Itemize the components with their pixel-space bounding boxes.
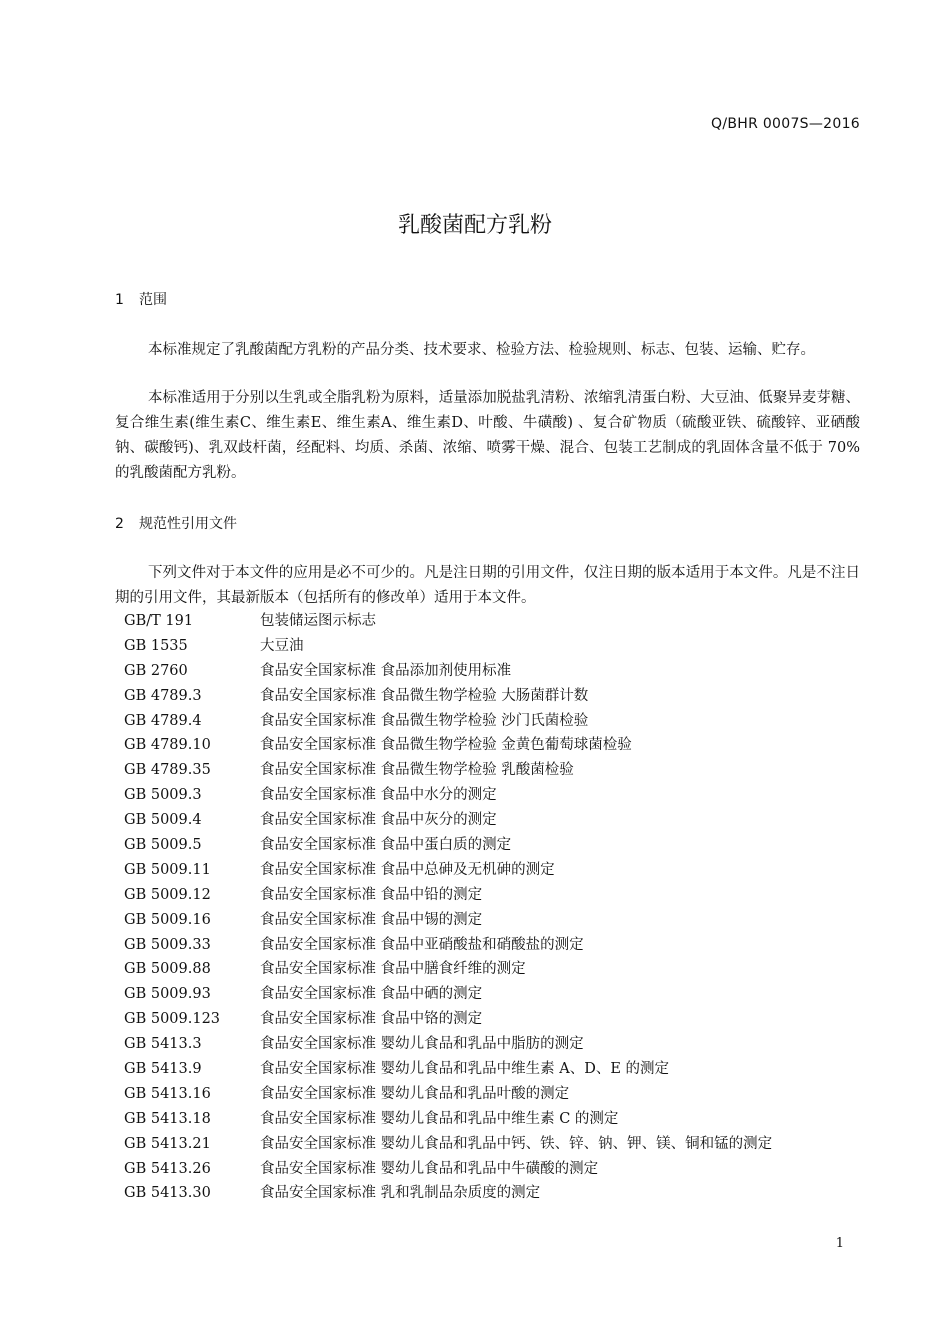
reference-code: GB 5413.9 xyxy=(124,1061,202,1078)
reference-code: GB 4789.10 xyxy=(124,737,211,754)
reference-row xyxy=(124,908,772,933)
reference-row xyxy=(124,733,772,758)
reference-title: 食品安全国家标准 乳和乳制品杂质度的测定 xyxy=(260,1185,541,1202)
reference-title: 食品安全国家标准 婴幼儿食品和乳品中脂肪的测定 xyxy=(260,1036,584,1053)
reference-code: GB 5009.11 xyxy=(124,861,211,878)
reference-code: GB 5009.33 xyxy=(124,936,211,953)
reference-row xyxy=(124,758,772,783)
reference-row xyxy=(124,709,772,734)
reference-code: GB 5413.18 xyxy=(124,1110,211,1127)
reference-code: GB 5413.26 xyxy=(124,1160,211,1177)
reference-row xyxy=(124,1157,772,1182)
reference-code: GB 4789.35 xyxy=(124,762,211,779)
section-number: 2 xyxy=(115,516,124,532)
reference-row xyxy=(124,982,772,1007)
reference-title: 食品安全国家标准 食品中膳食纤维的测定 xyxy=(260,961,526,978)
reference-code: GB 5413.21 xyxy=(124,1135,211,1152)
reference-code: GB 5009.93 xyxy=(124,986,211,1003)
section-heading-normative-references xyxy=(115,513,237,533)
reference-code: GB 5009.3 xyxy=(124,787,202,804)
references-intro-paragraph: 下列文件对于本文件的应用是必不可少的。凡是注日期的引用文件，仅注日期的版本适用于本文件。凡是不注日期的引用文件，其最新版本（包括所有的修改单）适用于本文件。 xyxy=(115,565,860,606)
reference-row xyxy=(124,1132,772,1157)
reference-title: 食品安全国家标准 食品中水分的测定 xyxy=(260,787,497,804)
reference-row xyxy=(124,833,772,858)
reference-row xyxy=(124,933,772,958)
reference-title: 食品安全国家标准 食品微生物学检验 大肠菌群计数 xyxy=(260,687,589,704)
reference-row xyxy=(124,1107,772,1132)
reference-title: 食品安全国家标准 婴幼儿食品和乳品中钙、铁、锌、钠、钾、镁、铜和锰的测定 xyxy=(260,1135,773,1152)
reference-row xyxy=(124,659,772,684)
reference-title: 包装储运图示标志 xyxy=(260,613,376,629)
reference-title: 食品安全国家标准 食品中亚硝酸盐和硝酸盐的测定 xyxy=(260,936,584,953)
reference-row xyxy=(124,808,772,833)
reference-title: 食品安全国家标准 食品中硒的测定 xyxy=(260,986,483,1003)
reference-title: 食品安全国家标准 食品中蛋白质的测定 xyxy=(260,837,512,854)
reference-title: 食品安全国家标准 婴幼儿食品和乳品中牛磺酸的测定 xyxy=(260,1160,599,1177)
reference-row xyxy=(124,684,772,709)
reference-row xyxy=(124,634,772,659)
reference-title: 大豆油 xyxy=(260,637,304,654)
reference-title: 食品安全国家标准 食品中铅的测定 xyxy=(260,886,483,903)
reference-title: 食品安全国家标准 食品中总砷及无机砷的测定 xyxy=(260,861,555,878)
section-title: 规范性引用文件 xyxy=(139,516,237,532)
reference-row xyxy=(124,783,772,808)
reference-code: GB 5413.16 xyxy=(124,1085,211,1102)
section-heading-scope xyxy=(115,289,167,309)
reference-title: 食品安全国家标准 食品添加剂使用标准 xyxy=(260,662,512,679)
page-number: 1 xyxy=(835,1236,844,1251)
reference-row xyxy=(124,1007,772,1032)
reference-code: GB 4789.4 xyxy=(124,712,202,729)
reference-code: GB 5009.4 xyxy=(124,812,202,829)
reference-row xyxy=(124,858,772,883)
reference-row xyxy=(124,883,772,908)
reference-title: 食品安全国家标准 食品微生物学检验 沙门氏菌检验 xyxy=(260,712,589,729)
reference-code: GB 5009.123 xyxy=(124,1011,221,1028)
section-title: 范围 xyxy=(139,292,167,308)
reference-code: GB 5009.5 xyxy=(124,837,202,854)
reference-row xyxy=(124,1057,772,1082)
section-number: 1 xyxy=(115,292,124,308)
reference-title: 食品安全国家标准 婴幼儿食品和乳品中维生素 A、D、E 的测定 xyxy=(260,1061,670,1078)
reference-title: 食品安全国家标准 食品微生物学检验 金黄色葡萄球菌检验 xyxy=(260,737,632,754)
reference-title: 食品安全国家标准 婴幼儿食品和乳品叶酸的测定 xyxy=(260,1085,570,1102)
document-title: 乳酸菌配方乳粉 xyxy=(397,213,552,238)
reference-row xyxy=(124,1082,772,1107)
reference-code: GB 4789.3 xyxy=(124,687,202,704)
reference-title: 食品安全国家标准 食品中铬的测定 xyxy=(260,1011,483,1028)
reference-title: 食品安全国家标准 食品中锡的测定 xyxy=(260,911,483,928)
reference-title: 食品安全国家标准 食品微生物学检验 乳酸菌检验 xyxy=(260,762,574,779)
reference-code: GB 5413.30 xyxy=(124,1185,211,1202)
reference-code: GB 1535 xyxy=(124,637,188,654)
reference-code: GB 5009.88 xyxy=(124,961,211,978)
reference-title: 食品安全国家标准 婴幼儿食品和乳品中维生素 C 的测定 xyxy=(260,1110,619,1127)
reference-list xyxy=(124,609,772,1206)
scope-paragraph-2: 本标准适用于分别以生乳或全脂乳粉为原料，适量添加脱盐乳清粉、浓缩乳清蛋白粉、大豆油、低聚异麦芽糖、复合维生素(维生素C、维生素E、维生素A、维生素D、叶酸、牛磺酸) 、复合矿物质（硫酸亚铁、硫酸锌、亚硒酸钠、碳酸钙)、乳双歧杆菌，经配料、均质、杀菌、浓缩、喷雾干燥、混合、包装工艺制成的乳固体含量不低于 70%的乳酸菌配方乳粉。 xyxy=(115,390,860,481)
scope-paragraph-1: 本标准规定了乳酸菌配方乳粉的产品分类、技术要求、检验方法、检验规则、标志、包装、运输、贮存。 xyxy=(148,342,815,358)
reference-code: GB/T 191 xyxy=(124,613,194,629)
reference-code: GB 5009.12 xyxy=(124,886,211,903)
reference-row xyxy=(124,957,772,982)
reference-title: 食品安全国家标准 食品中灰分的测定 xyxy=(260,812,497,829)
reference-row xyxy=(124,1181,772,1206)
reference-row xyxy=(124,609,772,634)
reference-code: GB 2760 xyxy=(124,662,188,679)
reference-code: GB 5413.3 xyxy=(124,1036,202,1053)
reference-row xyxy=(124,1032,772,1057)
document-code: Q/BHR 0007S—2016 xyxy=(711,116,860,132)
reference-code: GB 5009.16 xyxy=(124,911,211,928)
